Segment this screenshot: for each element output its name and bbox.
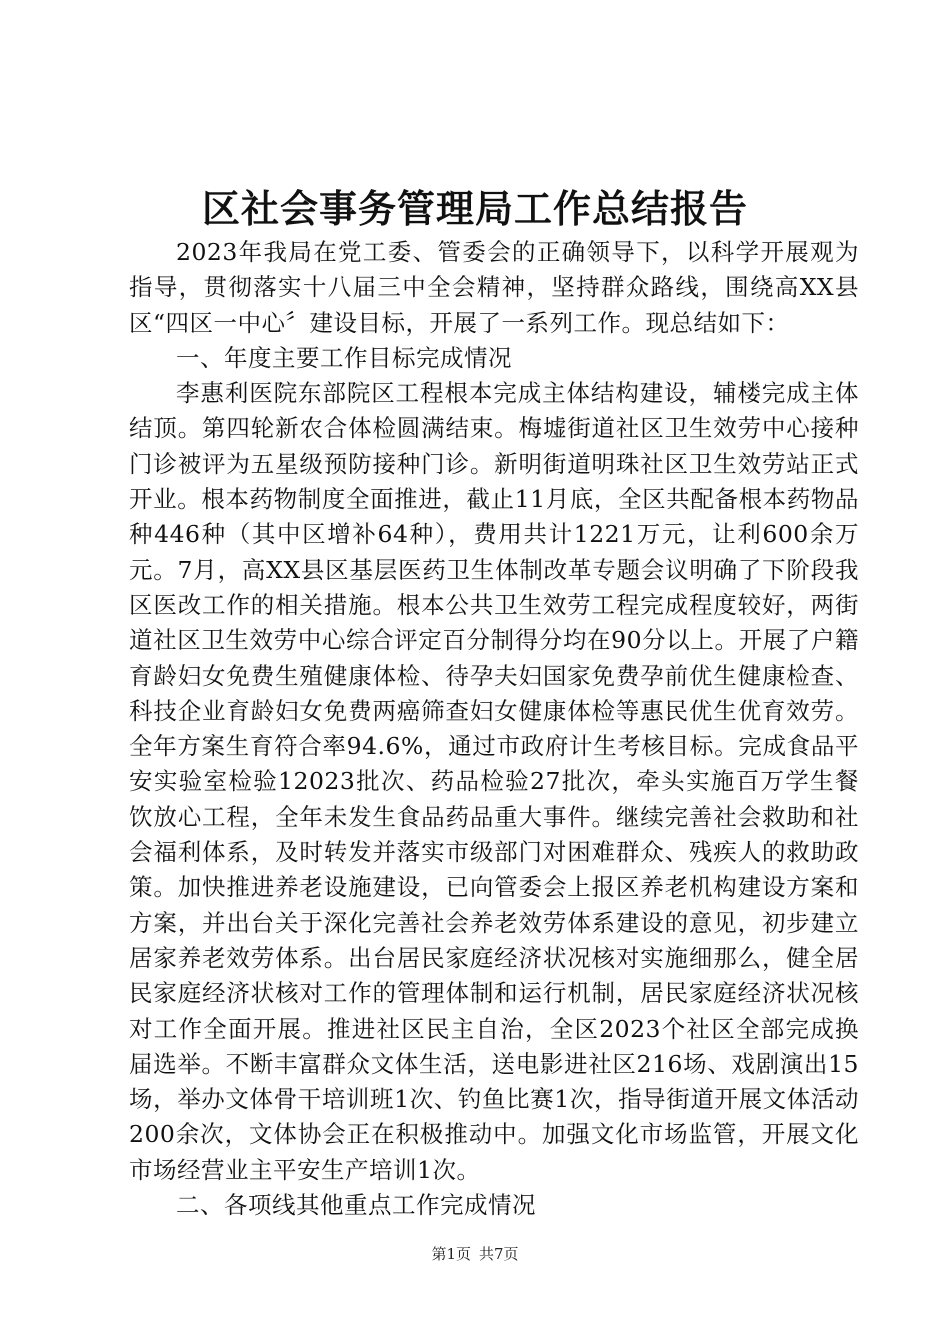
document-body [129, 235, 859, 1223]
section-1-paragraph: 李惠利医院东部院区工程根本完成主体结构建设，辅楼完成主体结顶。第四轮新农合体检圆满结束。梅墟街道社区卫生效劳中心接种门诊被评为五星级预防接种门诊。新明街道明珠社区卫生效劳站正式开业。根本药物制度全面推进，截止11月底，全区共配备根本药物品种446种（其中区增补64种），费用共计1221万元，让利600余万元。7月，高XX县区基层医药卫生体制改革专题会议明确了下阶段我区医改工作的相关措施。根本公共卫生效劳工程完成程度较好，两街道社区卫生效劳中心综合评定百分制得分均在90分以上。开展了户籍育龄妇女免费生殖健康体检、待孕夫妇国家免费孕前优生健康检查、科技企业育龄妇女免费两癌筛查妇女健康体检等惠民优生优育效劳。全年方案生育符合率94.6%，通过市政府计生考核目标。完成食品平安实验室检验12023批次、药品检验27批次，牵头实施百万学生餐饮放心工程，全年未发生食品药品重大事件。继续完善社会救助和社会福利体系，及时转发并落实市级部门对困难群众、残疾人的救助政策。加快推进养老设施建设，已向管委会上报区养老机构建设方案和方案，并出台关于深化完善社会养老效劳体系建设的意见，初步建立居家养老效劳体系。出台居民家庭经济状况核对实施细那么，健全居民家庭经济状核对工作的管理体制和运行机制，居民家庭经济状况核对工作全面开展。推进社区民主自治，全区2023个社区全部完成换届选举。不断丰富群众文体生活，送电影进社区216场、戏剧演出15场，举办文体骨干培训班1次、钓鱼比赛1次，指导街道开展文体活动200余次，文体协会正在积极推动中。加强文化市场监管，开展文化市场经营业主平安生产培训1次。 [129, 379, 859, 1184]
page-number: 第1页 [431, 1245, 471, 1263]
page-total: 共7页 [479, 1245, 519, 1263]
intro-paragraph: 2023年我局在党工委、管委会的正确领导下，以科学开展观为指导，贯彻落实十八届三中全会精神，坚持群众路线，围绕高XX县区“四区一中心〞建设目标，开展了一系列工作。现总结如下： [129, 238, 859, 337]
section-heading-2: 二、各项线其他重点工作完成情况 [176, 1191, 536, 1220]
document-title: 区社会事务管理局工作总结报告 [201, 186, 748, 231]
section-heading-1: 一、年度主要工作目标完成情况 [176, 343, 512, 372]
page-footer [0, 1244, 950, 1264]
